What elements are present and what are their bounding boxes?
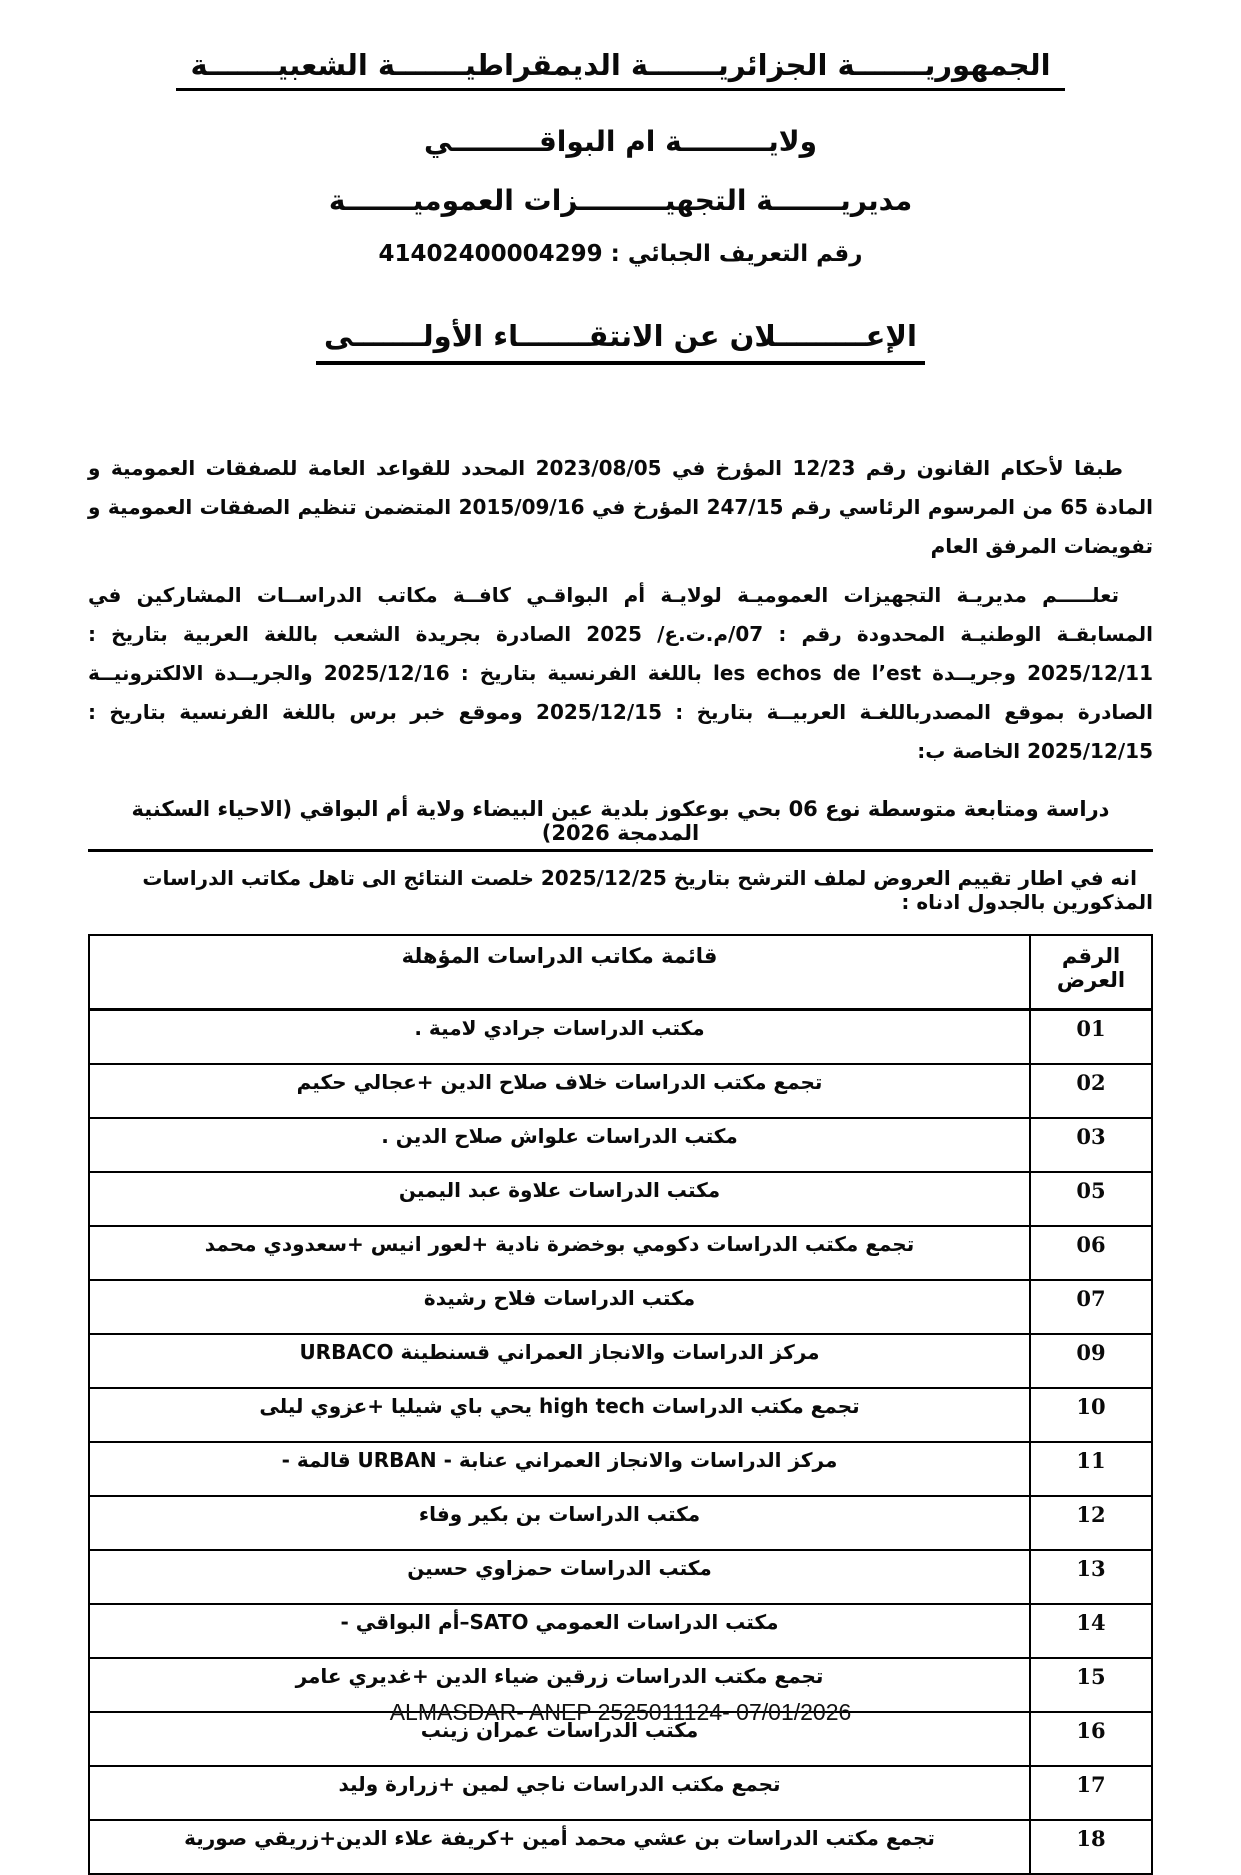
offer-number-cell: 18 bbox=[1030, 1820, 1152, 1874]
title-wrap bbox=[88, 319, 1153, 365]
offices-table-body bbox=[89, 1010, 1152, 1875]
document-header bbox=[88, 48, 1153, 267]
qualified-offices-table bbox=[88, 934, 1153, 1875]
table-row bbox=[89, 1820, 1152, 1874]
table-row bbox=[89, 1388, 1152, 1442]
table-row bbox=[89, 1496, 1152, 1550]
office-name-cell: تجمع مكتب الدراسات high tech يحي باي شيليا +عزوي ليلى bbox=[89, 1388, 1030, 1442]
office-name-cell: تجمع مكتب الدراسات بن عشي محمد أمين +كريفة علاء الدين+زريقي صورية bbox=[89, 1820, 1030, 1874]
table-row bbox=[89, 1550, 1152, 1604]
offer-number-cell: 12 bbox=[1030, 1496, 1152, 1550]
table-header-row bbox=[89, 935, 1152, 1010]
announcement-title: الإعـــــــــلان عن الانتقـــــــاء الأولـــــــى bbox=[316, 319, 925, 365]
anep-reference: ALMASDAR- ANEP 2525011124- 07/01/2026 bbox=[389, 1699, 852, 1725]
office-name-cell: مكتب الدراسات بن بكير وفاء bbox=[89, 1496, 1030, 1550]
offer-number-cell: 07 bbox=[1030, 1280, 1152, 1334]
offer-number-cell: 01 bbox=[1030, 1010, 1152, 1065]
offer-number-cell: 09 bbox=[1030, 1334, 1152, 1388]
table-row bbox=[89, 1118, 1152, 1172]
office-name-cell: مكتب الدراسات عمران زينب bbox=[89, 1712, 1030, 1766]
office-name-cell: مكتب الدراسات العمومي SATO–أم البواقي - bbox=[89, 1604, 1030, 1658]
table-row bbox=[89, 1280, 1152, 1334]
table-row bbox=[89, 1064, 1152, 1118]
office-name-cell: تجمع مكتب الدراسات دكومي بوخضرة نادية +لعور انيس +سعدودي محمد bbox=[89, 1226, 1030, 1280]
tax-id-line bbox=[88, 241, 1153, 267]
table-row bbox=[89, 1334, 1152, 1388]
table-row bbox=[89, 1010, 1152, 1065]
office-name-cell: تجمع مكتب الدراسات خلاف صلاح الدين +عجالي حكيم bbox=[89, 1064, 1030, 1118]
offer-number-cell: 06 bbox=[1030, 1226, 1152, 1280]
table-row bbox=[89, 1604, 1152, 1658]
offices-list-header: قائمة مكاتب الدراسات المؤهلة bbox=[89, 935, 1030, 1010]
office-name-cell: مكتب الدراسات حمزاوي حسين bbox=[89, 1550, 1030, 1604]
republic-line-wrap bbox=[88, 48, 1153, 91]
table-row bbox=[89, 1442, 1152, 1496]
offer-number-cell: 16 bbox=[1030, 1712, 1152, 1766]
table-row bbox=[89, 1766, 1152, 1820]
notice-paragraph: تعلـــــم مديريـة التجهيزات العموميـة لولايـة أم البواقـي كافــة مكاتب الدراســات المشاركين في المسابقـة الوطنيـة المحدودة رقم : 07/م.ت.ع/ 2025 الصادرة بجريدة الشعب باللغة العربية بتاريخ : 2025/12/11 وجريــدة les echos de l’est باللغة الفرنسية بتاريخ : 2025/12/16 والجريــدة الالكترونيــة الصادرة بموقع المصدرباللغـة العربيــة بتاريخ : 2025/12/15 وموقع خبر برس باللغة الفرنسية بتاريخ : 2025/12/15 الخاصة ب: bbox=[88, 583, 1154, 763]
republic-title: الجمهوريـــــــة الجزائريـــــــة الديمقراطيـــــــة الشعبيـــــــة bbox=[176, 48, 1064, 91]
tax-id-label: رقم التعريف الجبائي : bbox=[610, 241, 863, 267]
table-row bbox=[89, 1226, 1152, 1280]
office-name-cell: مكتب الدراسات علواش صلاح الدين . bbox=[89, 1118, 1030, 1172]
wilaya-title: ولايـــــــــة ام البواقـــــــــي bbox=[424, 125, 817, 158]
office-name-cell: مكتب الدراسات علاوة عبد اليمين bbox=[89, 1172, 1030, 1226]
subject-wrap bbox=[88, 797, 1153, 852]
offer-number-cell: 02 bbox=[1030, 1064, 1152, 1118]
office-name-cell: تجمع مكتب الدراسات ناجي لمين +زرارة وليد bbox=[89, 1766, 1030, 1820]
offer-number-cell: 03 bbox=[1030, 1118, 1152, 1172]
office-name-cell: مركز الدراسات والانجاز العمراني عنابة - URBAN قالمة - bbox=[89, 1442, 1030, 1496]
office-name-cell: مكتب الدراسات جرادي لامية . bbox=[89, 1010, 1030, 1065]
offer-number-cell: 10 bbox=[1030, 1388, 1152, 1442]
office-name-cell: مكتب الدراسات فلاح رشيدة bbox=[89, 1280, 1030, 1334]
offer-number-cell: 15 bbox=[1030, 1658, 1152, 1712]
office-name-cell: مركز الدراسات والانجاز العمراني قسنطينة URBACO bbox=[89, 1334, 1030, 1388]
offer-number-cell: 14 bbox=[1030, 1604, 1152, 1658]
directorate-title: مديريـــــــة التجهيـــــــــزات العموميـــــــة bbox=[328, 184, 913, 217]
offer-number-cell: 13 bbox=[1030, 1550, 1152, 1604]
offer-number-header: الرقم العرض bbox=[1030, 935, 1152, 1010]
offer-number-cell: 17 bbox=[1030, 1766, 1152, 1820]
results-intro-line: انه في اطار تقييم العروض لملف الترشح بتاريخ 2025/12/25 خلصت النتائج الى تاهل مكاتب الدراسات المذكورين بالجدول ادناه : bbox=[142, 866, 1153, 914]
legal-paragraph: طبقا لأحكام القانون رقم 12/23 المؤرخ في 2023/08/05 المحدد للقواعد العامة للصفقات العمومية و المادة 65 من المرسوم الرئاسي رقم 247/15 المؤرخ في 2015/09/16 المتضمن تنظيم الصفقات العمومية و تفويضات المرفق العام bbox=[88, 456, 1154, 558]
project-subject-line: دراسة ومتابعة متوسطة نوع 06 بحي بوعكوز بلدية عين البيضاء ولاية أم البواقي (الاحياء السكنية المدمجة 2026) bbox=[88, 797, 1153, 852]
table-row bbox=[89, 1172, 1152, 1226]
office-name-cell: تجمع مكتب الدراسات زرقين ضياء الدين +غديري عامر bbox=[89, 1658, 1030, 1712]
offer-number-cell: 11 bbox=[1030, 1442, 1152, 1496]
tax-id-value: 41402400004299 bbox=[378, 241, 603, 267]
offer-number-cell: 05 bbox=[1030, 1172, 1152, 1226]
